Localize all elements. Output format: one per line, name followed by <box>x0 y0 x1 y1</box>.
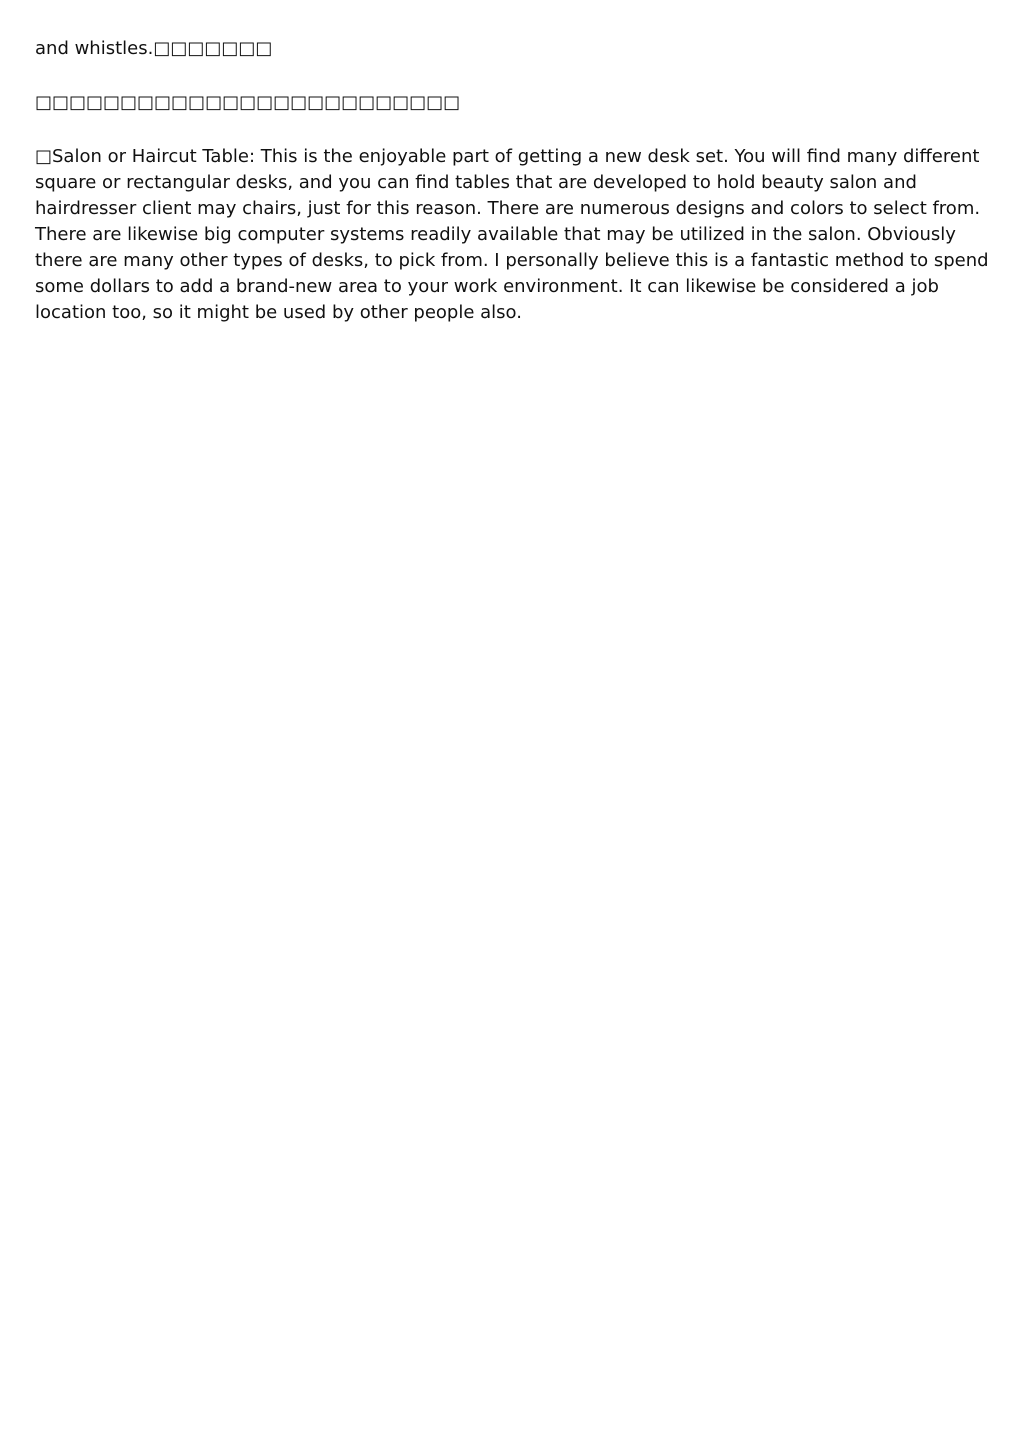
paragraph-intro: and whistles.□□□□□□□ <box>35 38 273 59</box>
paragraph-placeholder-glyphs: □□□□□□□□□□□□□□□□□□□□□□□□□ <box>35 92 461 113</box>
paragraph-salon-table: □Salon or Haircut Table: This is the enjoyable part of getting a new desk set. You will find many different square or rectangular desks, and you can find tables that are developed to hold beauty salon and hairdresser client may chairs, just for this reason. There are numerous designs and colors to select from. There are likewise big computer systems readily available that may be utilized in the salon. Obviously there are many other types of desks, to pick from. I personally believe this is a fantastic method to spend some dollars to add a brand-new area to your work environment. It can likewise be considered a job location too, so it might be used by other people also. <box>35 146 989 323</box>
document-page <box>35 36 990 354</box>
